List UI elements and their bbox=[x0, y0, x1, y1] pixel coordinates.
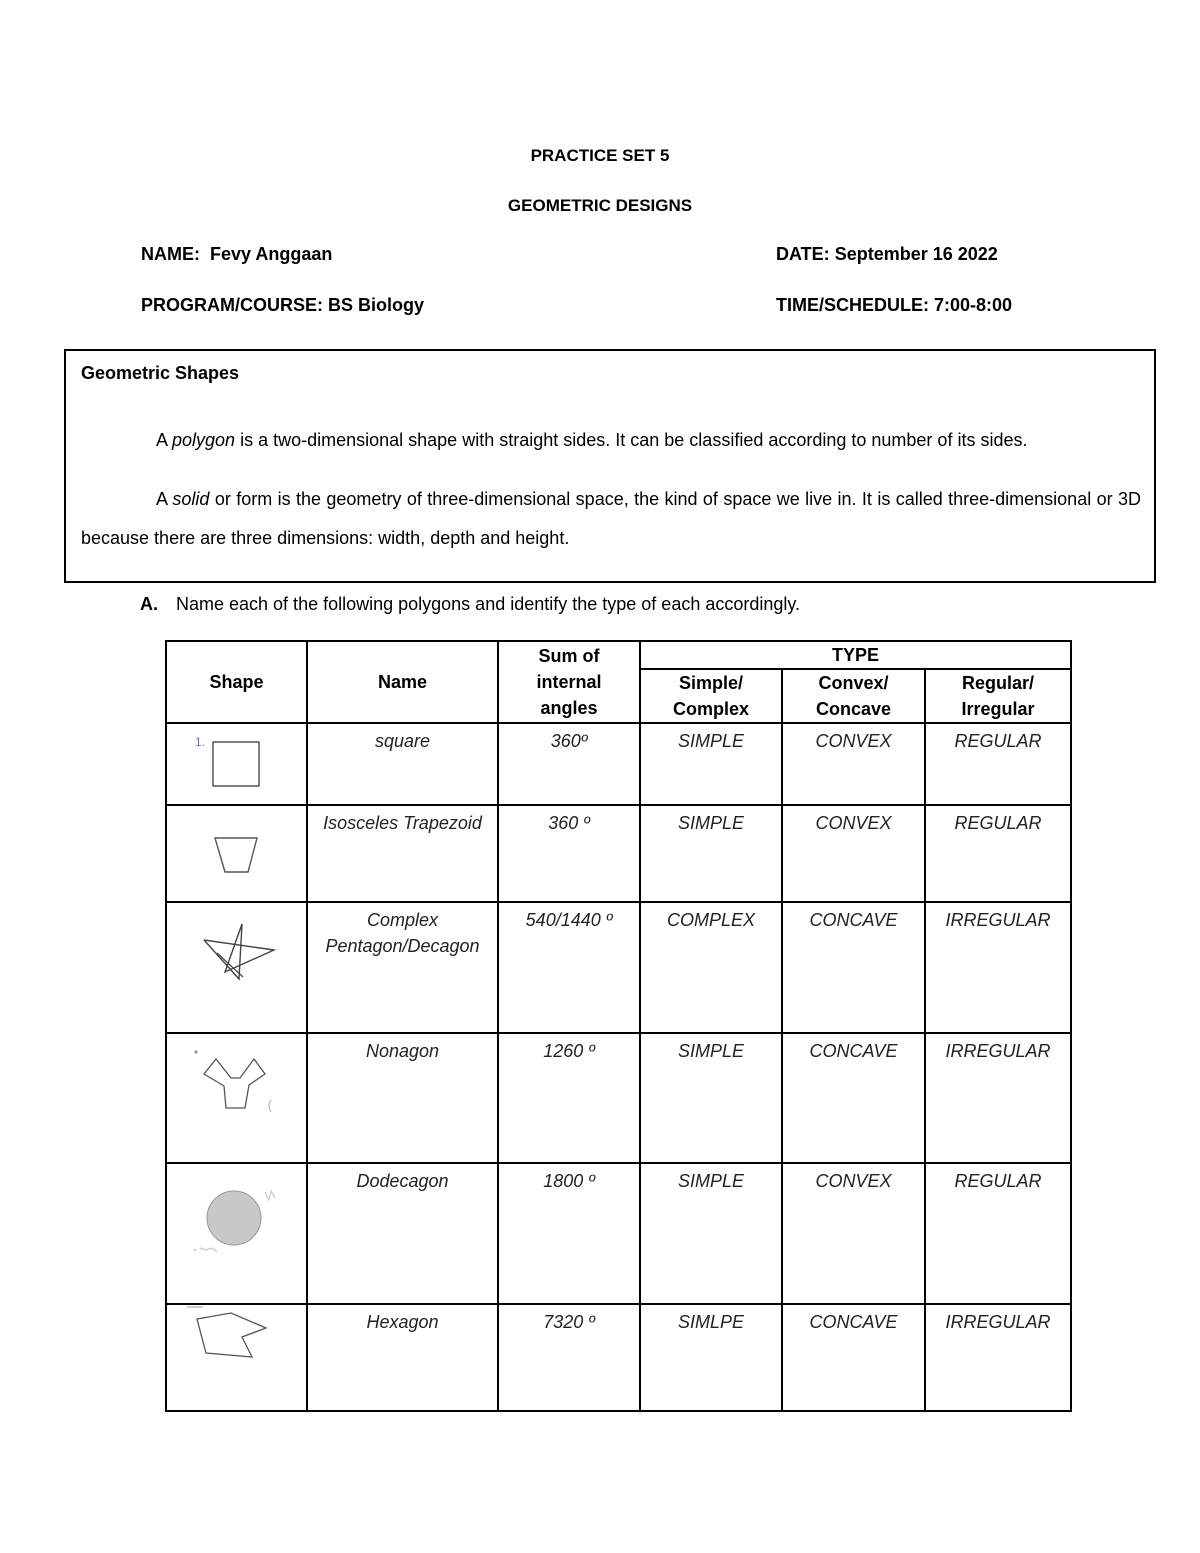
para2-post: or form is the geometry of three-dimensional space, the kind of space we live in. It is called three-dimensional or 3D because there are three dimensions: width, depth and height. bbox=[81, 489, 1141, 548]
para2-pre: A bbox=[156, 489, 173, 509]
regular-irregular: REGULAR bbox=[925, 805, 1071, 902]
header-simple bbox=[640, 669, 782, 723]
name-label: NAME: bbox=[141, 244, 200, 264]
solid-definition bbox=[81, 480, 1141, 558]
program-label: PROGRAM/COURSE: bbox=[141, 295, 324, 315]
table-row bbox=[166, 805, 1071, 902]
regular-irregular: REGULAR bbox=[925, 1163, 1071, 1304]
shape-name: square bbox=[307, 723, 498, 805]
shape-cell bbox=[166, 723, 307, 805]
header-sum-line2: internal bbox=[536, 672, 602, 692]
regular-irregular: IRREGULAR bbox=[925, 1033, 1071, 1163]
page-subtitle: GEOMETRIC DESIGNS bbox=[507, 196, 693, 215]
shape-name: Isosceles Trapezoid bbox=[307, 805, 498, 902]
simple-complex: SIMPLE bbox=[640, 1163, 782, 1304]
date-value: September 16 2022 bbox=[834, 244, 998, 264]
time-value: 7:00-8:00 bbox=[934, 295, 1013, 315]
hexagon-icon bbox=[167, 1305, 306, 1410]
header-sum-line3: angles bbox=[540, 698, 598, 718]
shape-cell bbox=[166, 902, 307, 1033]
header-convex-line2: Concave bbox=[815, 699, 892, 719]
shape-cell bbox=[166, 805, 307, 902]
row-marker: 1. bbox=[195, 735, 206, 749]
simple-complex: SIMLPE bbox=[640, 1304, 782, 1411]
square-icon bbox=[167, 724, 306, 804]
convex-concave: CONVEX bbox=[782, 723, 925, 805]
sum-angles: 7320 º bbox=[498, 1304, 640, 1411]
time-label: TIME/SCHEDULE: bbox=[776, 295, 929, 315]
convex-concave: CONCAVE bbox=[782, 902, 925, 1033]
program-value: BS Biology bbox=[328, 295, 425, 315]
instruction-letter: A. bbox=[140, 594, 158, 614]
table-row bbox=[166, 1163, 1071, 1304]
sum-angles: 1260 º bbox=[498, 1033, 640, 1163]
convex-concave: CONCAVE bbox=[782, 1033, 925, 1163]
nonagon-icon bbox=[167, 1034, 306, 1162]
convex-concave: CONVEX bbox=[782, 805, 925, 902]
shape-cell bbox=[166, 1033, 307, 1163]
dodecagon-icon bbox=[167, 1164, 306, 1303]
polygon-definition bbox=[81, 421, 1141, 460]
box-heading: Geometric Shapes bbox=[81, 363, 240, 383]
shape-name: Dodecagon bbox=[307, 1163, 498, 1304]
regular-irregular: IRREGULAR bbox=[925, 902, 1071, 1033]
convex-concave: CONVEX bbox=[782, 1163, 925, 1304]
regular-irregular: IRREGULAR bbox=[925, 1304, 1071, 1411]
header-shape: Shape bbox=[166, 641, 307, 723]
header-sum-line1: Sum of bbox=[538, 646, 600, 666]
table-row bbox=[166, 1033, 1071, 1163]
header-convex bbox=[782, 669, 925, 723]
time-field bbox=[776, 295, 1012, 316]
instruction bbox=[140, 594, 800, 615]
header-name: Name bbox=[307, 641, 498, 723]
header-type: TYPE bbox=[640, 641, 1071, 669]
simple-complex: COMPLEX bbox=[640, 902, 782, 1033]
date-label: DATE: bbox=[776, 244, 830, 264]
trapezoid-icon bbox=[167, 806, 306, 901]
page-title: PRACTICE SET 5 bbox=[530, 146, 670, 165]
geometric-shapes-box bbox=[64, 349, 1156, 583]
sum-angles: 540/1440 º bbox=[498, 902, 640, 1033]
sum-angles: 1800 º bbox=[498, 1163, 640, 1304]
shape-name: Complex Pentagon/Decagon bbox=[307, 902, 498, 1033]
simple-complex: SIMPLE bbox=[640, 1033, 782, 1163]
shape-name: Nonagon bbox=[307, 1033, 498, 1163]
header-regular bbox=[925, 669, 1071, 723]
header-simple-line1: Simple/ bbox=[678, 673, 744, 693]
polygon-term: polygon bbox=[172, 430, 236, 450]
table-row bbox=[166, 1304, 1071, 1411]
header-convex-line1: Convex/ bbox=[818, 673, 889, 693]
header-simple-line2: Complex bbox=[672, 699, 750, 719]
star-polygon-icon bbox=[167, 903, 306, 1032]
instruction-text: Name each of the following polygons and identify the type of each accordingly. bbox=[176, 594, 801, 614]
para1-post: is a two-dimensional shape with straight sides. It can be classified according to number of its sides. bbox=[235, 430, 1028, 450]
header-regular-line2: Irregular bbox=[961, 699, 1035, 719]
convex-concave: CONCAVE bbox=[782, 1304, 925, 1411]
polygon-table bbox=[165, 640, 1072, 1412]
sum-angles: 360 º bbox=[498, 805, 640, 902]
sum-angles: 360º bbox=[498, 723, 640, 805]
date-field bbox=[776, 244, 998, 265]
program-field bbox=[141, 295, 424, 316]
table-row bbox=[166, 902, 1071, 1033]
simple-complex: SIMPLE bbox=[640, 723, 782, 805]
name-value: Fevy Anggaan bbox=[210, 244, 333, 264]
header-sum bbox=[498, 641, 640, 723]
table-row bbox=[166, 723, 1071, 805]
regular-irregular: REGULAR bbox=[925, 723, 1071, 805]
name-field bbox=[141, 244, 332, 265]
shape-cell bbox=[166, 1304, 307, 1411]
shape-cell bbox=[166, 1163, 307, 1304]
solid-term: solid bbox=[172, 489, 210, 509]
para1-pre: A bbox=[156, 430, 173, 450]
header-regular-line1: Regular/ bbox=[962, 673, 1035, 693]
simple-complex: SIMPLE bbox=[640, 805, 782, 902]
shape-name: Hexagon bbox=[307, 1304, 498, 1411]
